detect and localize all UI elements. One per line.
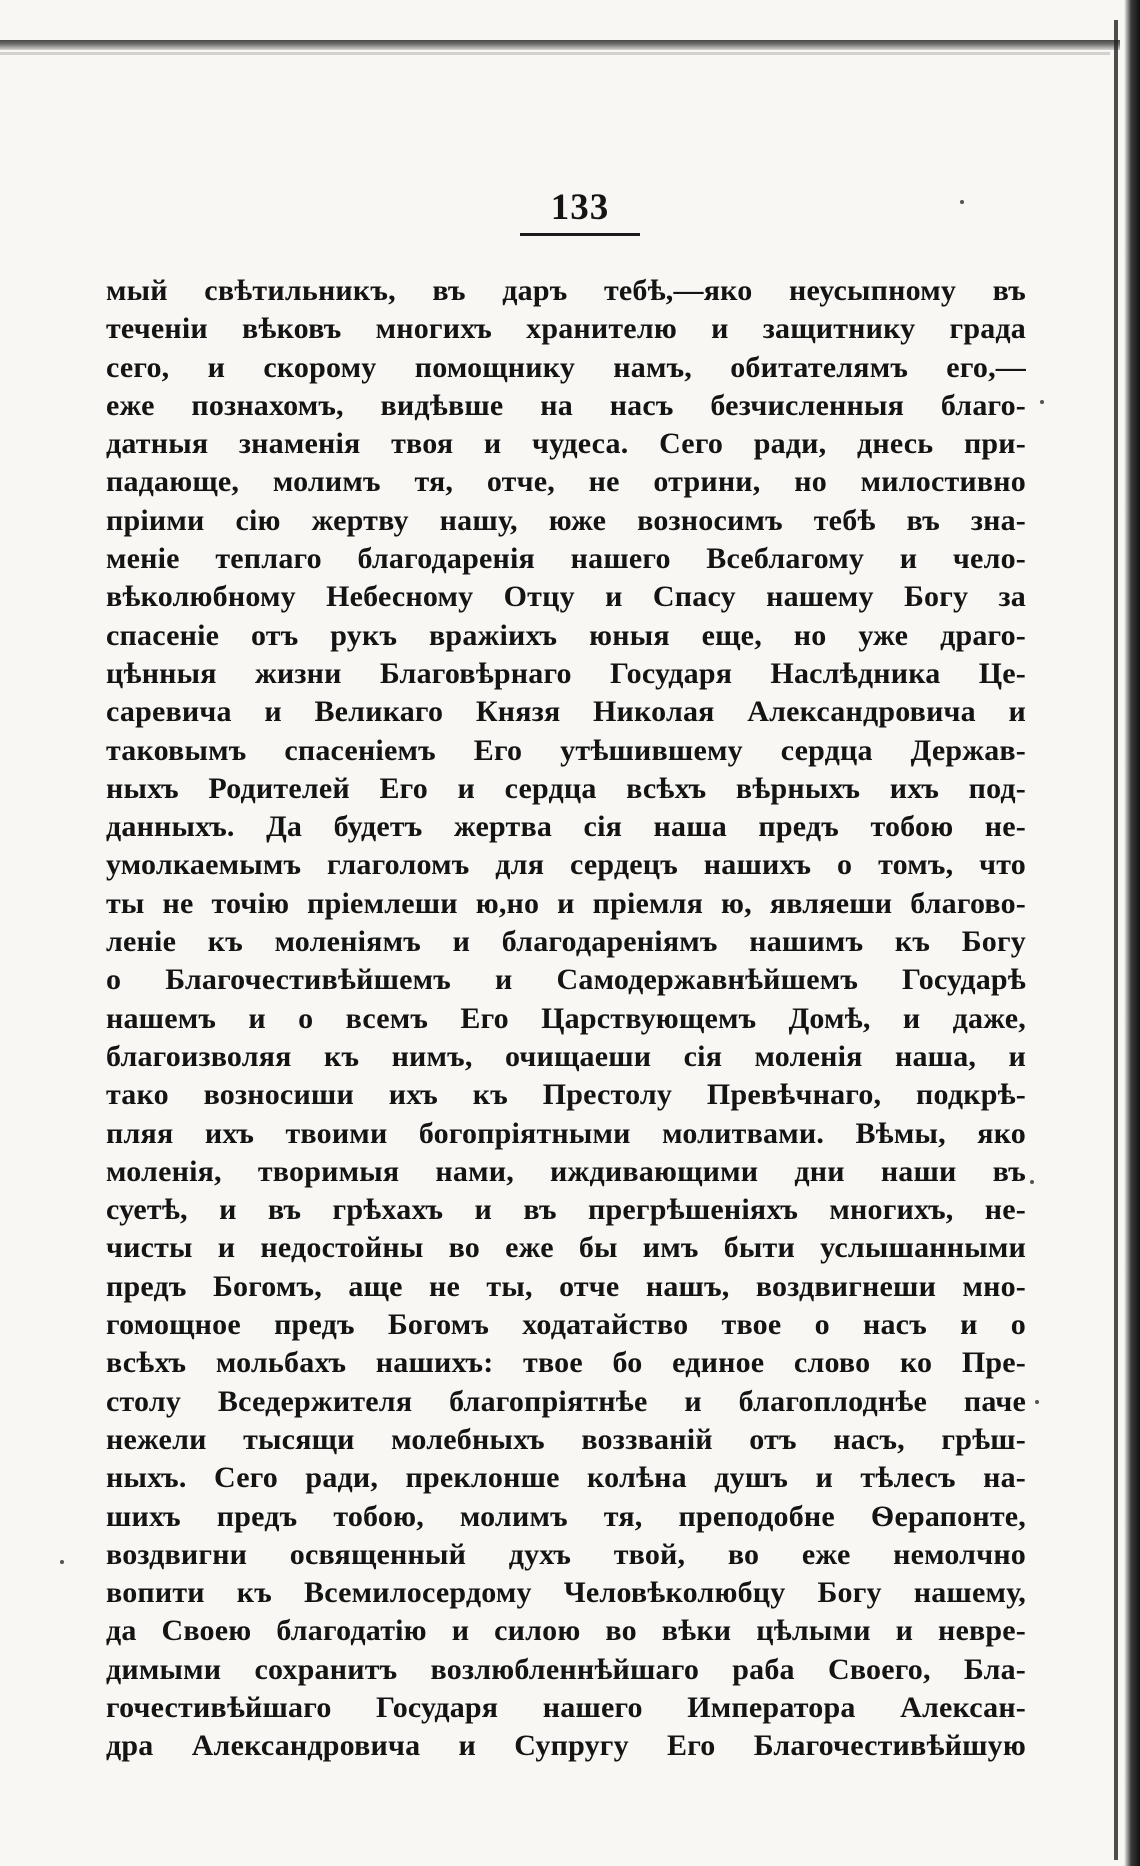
text-line: падающе, молимъ тя, отче, не отрини, но милостивно: [106, 465, 1026, 499]
text-line: димыми сохранитъ возлюбленнѣйшаго раба Своего, Бла-: [106, 1652, 1026, 1686]
text-line: меніе теплаго благодаренія нашего Всеблагому и чело-: [106, 542, 1026, 576]
text-line: ныхъ Родителей Его и сердца всѣхъ вѣрныхъ ихъ под-: [106, 771, 1026, 805]
text-line: мый свѣтильникъ, въ даръ тебѣ,—яко неусыпному въ: [106, 274, 1026, 307]
page-top-edge-shadow: [0, 40, 1120, 50]
text-line: суетѣ, и въ грѣхахъ и въ прегрѣшеніяхъ многихъ, не-: [106, 1193, 1026, 1227]
text-line: гочестивѣйшаго Государя нашего Императора Алексан-: [106, 1690, 1026, 1724]
text-line: о Благочестивѣйшемъ и Самодержавнѣйшемъ Государѣ: [106, 963, 1026, 997]
text-line: да Своею благодатію и силою во вѣки цѣлыми и невре-: [106, 1614, 1026, 1648]
text-line: ныхъ. Сего ради, преклонше колѣна душъ и тѣлесъ на-: [106, 1461, 1026, 1495]
text-line: всѣхъ мольбахъ нашихъ: твое бо единое слово ко Пре-: [106, 1346, 1026, 1380]
page-number: 133: [550, 187, 610, 228]
text-line: предъ Богомъ, аще не ты, отче нашъ, воздвигнеши мно-: [106, 1269, 1026, 1303]
print-speck: [1035, 1400, 1039, 1404]
text-line: тако возносиши ихъ къ Престолу Превѣчнаго, подкрѣ-: [106, 1078, 1026, 1112]
print-speck: [1030, 1180, 1034, 1184]
text-line: дра Александровича и Супругу Его Благочестивѣйшую: [106, 1729, 1026, 1763]
text-line: шихъ предъ тобою, молимъ тя, преподобне Ѳерапонте,: [106, 1499, 1026, 1533]
page-top-edge-shadow-light: [0, 52, 1110, 55]
text-line: вопити къ Всемилосердому Человѣколюбцу Богу нашему,: [106, 1576, 1026, 1610]
text-line: пріими сію жертву нашу, юже возносимъ тебѣ въ зна-: [106, 503, 1026, 537]
text-line: цѣнныя жизни Благовѣрнаго Государя Наслѣдника Це-: [106, 656, 1026, 690]
text-line: сего, и скорому помощнику намъ, обитателямъ его,—: [106, 350, 1026, 384]
text-line: гомощное предъ Богомъ ходатайство твое о насъ и о: [106, 1308, 1026, 1342]
body-text: [106, 272, 1026, 1766]
text-line: спасеніе отъ рукъ вражіихъ юныя еще, но уже драго-: [106, 618, 1026, 652]
print-speck: [1040, 400, 1044, 404]
text-line: вѣколюбному Небесному Отцу и Спасу нашему Богу за: [106, 580, 1026, 614]
text-line: воздвигни освященный духъ твой, во еже немолчно: [106, 1537, 1026, 1571]
text-line: столу Вседержителя благопріятнѣе и благоплоднѣе паче: [106, 1384, 1026, 1418]
text-line: нежели тысящи молебныхъ воззваній отъ насъ, грѣш-: [106, 1422, 1026, 1456]
text-line: саревича и Великаго Князя Николая Александровича и: [106, 695, 1026, 729]
text-line: леніе къ моленіямъ и благодареніямъ нашимъ къ Богу: [106, 925, 1026, 959]
text-line: данныхъ. Да будетъ жертва сія наша предъ тобою не-: [106, 810, 1026, 844]
print-speck: [60, 1560, 64, 1564]
text-line: теченіи вѣковъ многихъ хранителю и защитнику града: [106, 312, 1026, 346]
text-line: датныя знаменія твоя и чудеса. Сего ради, днесь при-: [106, 427, 1026, 461]
text-line: ты не точію пріемлеши ю,но и пріемля ю, являеши благово-: [106, 886, 1026, 920]
text-line: пляя ихъ твоими богопріятными молитвами. Вѣмы, яко: [106, 1116, 1026, 1150]
print-speck: [960, 200, 964, 204]
text-line: нашемъ и о всемъ Его Царствующемъ Домѣ, и даже,: [106, 1001, 1026, 1035]
text-line: еже познахомъ, видѣвше на насъ безчисленныя благо-: [106, 388, 1026, 422]
page-right-border-line: [1114, 20, 1118, 1860]
page-right-edge-shadow: [1124, 0, 1140, 1866]
text-line: таковымъ спасеніемъ Его утѣшившему сердца Держав-: [106, 733, 1026, 767]
text-line: моленія, творимыя нами, иждивающими дни наши въ: [106, 1154, 1026, 1188]
text-line: чисты и недостойны во еже бы имъ быти услышанными: [106, 1231, 1026, 1265]
page-number-underline: [520, 233, 640, 236]
text-line: благоизволяя къ нимъ, очищаеши сія моленія наша, и: [106, 1039, 1026, 1073]
text-line: умолкаемымъ глаголомъ для сердецъ нашихъ о томъ, что: [106, 848, 1026, 882]
